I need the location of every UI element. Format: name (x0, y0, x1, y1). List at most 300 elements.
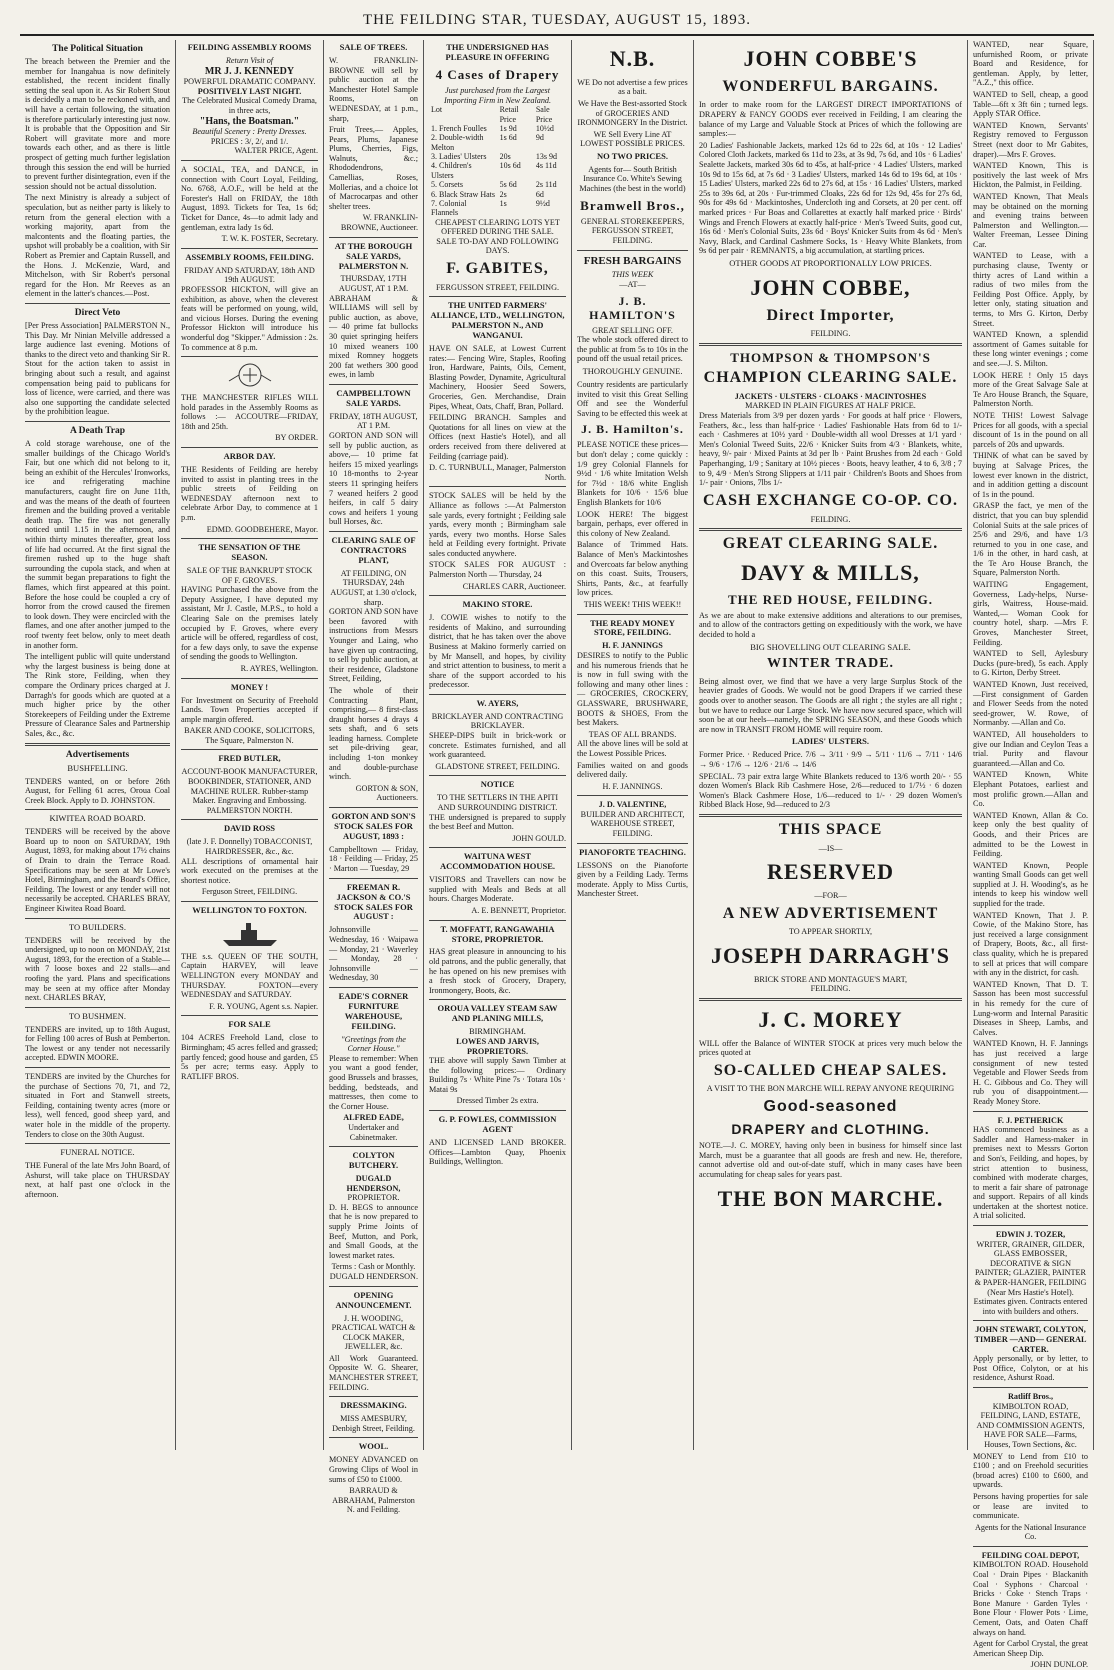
ad-valentine-trade: BUILDER AND ARCHITECT, WAREHOUSE STREET, FEILDING. (580, 809, 685, 839)
ad-hamilton-body: The whole stock offered direct to the public at from 5s to 10s in the pound off the usual retail prices. (577, 335, 688, 364)
ad-ross-body: ALL descriptions of ornamental hair work executed on the premises at the shortest notice. (181, 856, 318, 885)
ad-cobbe-other: OTHER GOODS AT PROPORTIONALLY LOW PRICES. (729, 257, 932, 268)
divider (429, 595, 566, 596)
lot-cell: 2s 11d (535, 180, 557, 190)
lot-cell: 13s 9d (535, 152, 557, 162)
ad-arbor-mayor: EDMD. GOODBEHERE, Mayor. (206, 524, 318, 534)
ad-coal-body: KIMBOLTON ROAD. Household Coal · Drain Pipes · Blackanith Coal · Syphons · Charcoal · Bricks · Coke · Stench Traps · Bone Manure · Garden Tyles · Bone Flour · Flower Pots · Lime, Cement, Oats, and Oaten Chaff always on hand. (973, 1560, 1088, 1637)
divider (429, 694, 566, 695)
ad-borough-title: AT THE BOROUGH SALE YARDS, PALMERSTON N. (334, 240, 413, 271)
ad-coal-name: FEILDING COAL DEPOT, (981, 1550, 1080, 1560)
ad-gabites-name: F. GABITES, (446, 259, 549, 277)
ad-wool-sign: BARRAUD & ABRAHAM, Palmerston N. and Feilding. (332, 1486, 415, 1515)
lot-cell: 6d (535, 189, 544, 199)
ad-foxton-body: THE s.s. QUEEN OF THE SOUTH, Captain HARVEY, will leave WELLINGTON every MONDAY and THURSDAY. FOXTON—every WEDNESDAY and SATURDAY. (181, 951, 318, 1000)
ad-hamilton-genuine: THOROUGHLY GENUINE. (582, 366, 683, 377)
ad-fowles-body: AND LICENSED LAND BROKER. Offices—Lambton Quay, Phoenix Buildings, Wellington. (429, 1137, 566, 1167)
headline-political: The Political Situation (52, 44, 143, 54)
divider (181, 538, 318, 539)
divider (699, 343, 962, 346)
lot-cell: 1. French Foulles (431, 123, 487, 133)
ad-eade-title: EADE'S CORNER FURNITURE WAREHOUSE, FEILDING. (338, 990, 409, 1031)
ad-stock-sign: CHARLES CARR, Auctioneer. (462, 581, 566, 591)
ad-jannings-teas: TEAS OF ALL BRANDS. (588, 729, 677, 739)
divider (429, 920, 566, 921)
ad-hamilton-country: Country residents are particularly invited to visit this Great Selling Off and see the Wonderful Saving to be effected this week at (577, 380, 688, 418)
ad-gabites-cases: 4 Cases of Drapery (435, 66, 560, 82)
ad-morey-cheap: SO-CALLED CHEAP SALES. (713, 1061, 948, 1079)
ad-dressmaking-body: MISS AMESBURY, Denbigh Street, Feilding. (332, 1414, 415, 1433)
ad-ayers-body: SHEEP-DIPS built in brick-work or concrete. Estimates furnished, and all work guaranteed. (429, 731, 566, 760)
ad-money-title: MONEY ! (230, 681, 269, 692)
ad-makino-body: J. COWIE wishes to notify to the residents of Makino, and surrounding district, that he has taken over the above Business at Makino formerly carried on by Mr Mansell, and hopes, by civility and strict attention to business, to merit a share of the support accorded to his predecessor. (429, 613, 566, 690)
ad-trees-title: SALE OF TREES. (339, 42, 408, 52)
divider (25, 1067, 170, 1068)
article-political-2: The next Ministry is already a subject of speculation, but as neither party is likely to return from the general election with a working majority, apart from the malcontents and the floating parties, the upshot will probably be a coalition, with Sir Robert as Premier and Captain Russell, and the Hons. J. McKenzie, Ward, and Mitchelson, with Sir Robert's personal regard for the Hon. Mr Reeves as an element in the latter's chances.—Post. (25, 193, 170, 299)
divider (181, 1015, 318, 1016)
wanted-ad: WANTED Known, a splendid assortment of Games suitable for these long winter evenings ; come and see.—J. S. Milton. (973, 330, 1088, 368)
ad-space-reserved: RESERVED (766, 859, 895, 885)
ad-alliance-body: HAVE ON SALE, at Lowest Current rates:— Fencing Wire, Staples, Roofing Iron, Hardware, Paints, Oils, Cement, Blasting Powder, Dynamite, Agricultural Machinery, Hoosier Seed Sowers, Groceries, Gen. Merchandise, Drain Pipes, Wheat, Oats, Chaff, Bran, Pollard. (429, 344, 566, 411)
ad-cash-exchange-place: FEILDING. (810, 514, 851, 524)
ad-notice-title: NOTICE (480, 779, 515, 790)
wanted-ad: WANTED Known, H. F. Jannings has just received a large consignment of new tested Vegetable and Flower Seeds from H. C. Gibbous and Co. They will rub you of disappointment.—Ready Money Store. (973, 1039, 1088, 1106)
wanted-ad: WANTED Known, Servants' Registry removed to Fergusson Street (next door to Mr Gabites, draper).—Mrs F. Groves. (973, 120, 1088, 159)
ad-heading-bushmen: TO BUSHMEN. (69, 1010, 126, 1021)
ad-colyton-body: D. H. BEGS to announce that he is now prepared to supply Prime Joints of Beef, Mutton, and Pork, and Small Goods, at the lowest market rates. (329, 1202, 418, 1260)
divider (429, 999, 566, 1000)
column-5 (572, 40, 694, 1450)
lot-row (429, 161, 566, 180)
ad-ayers-title: W. AYERS, (476, 697, 519, 708)
ad-jannings-body: DESIRES to notify to the Public and his numerous friends that he is now in full swing with the following and many other lines :— GROCERIES, CROCKERY, GLASSWARE, BRUSHWARE, BOOTS & SHOES, From the best Makers. (577, 650, 688, 728)
ad-morey-note: NOTE.—J. C. MOREY, having only been in business for himself since last March, must be a guarantee that all goods are fresh and new. He, therefore, cannot advertise old and out-of-date stuff, which in many cases have been accumulating for cheap sales for years past. (699, 1141, 962, 1179)
ad-gabites-saletoday: SALE TO-DAY AND FOLLOWING DAYS. (436, 236, 559, 256)
divider (329, 1146, 418, 1147)
ad-davy-shovelling: BIG SHOVELLING OUT CLEARING SALE. (750, 641, 911, 652)
ad-jannings-sign: H. F. JANNINGS. (602, 781, 663, 791)
divider (329, 384, 418, 385)
ad-stock-sales: STOCK SALES will be held by the Alliance as follows :—At Palmerston sale yards, every fortnight ; Feilding sale yards, every month ; Birmingham sale yards, every two months. Horse Sales held at Feilding every fortnight. Private sales conducted anywhere. (429, 491, 566, 558)
ad-oroua-body: THE above will supply Sawn Timber at the following prices:— Ordinary Building 7s · White Pine 7s · Totara 10s · Matai 9s (429, 1056, 566, 1094)
ad-readymoney-title: THE READY MONEY STORE, FEILDING. (590, 617, 675, 638)
ad-space-new: A NEW ADVERTISEMENT (722, 904, 939, 922)
ad-arbor-body: THE Residents of Feilding are hereby invited to assist in planting trees in the public streets of Feilding on WEDNESDAY afternoon next to celebrate Arbor Day, to commence at 1 p.m. (181, 465, 318, 522)
article-death-trap: A cold storage warehouse, one of the smaller buildings of the Chicago World's Fair, but one which did not belong to it, being an exhibit of the Hercules' Ironworks, ice and refrigerating machine manufacturers, caught fire on June 11th, and was the means of the death of fourteen firemen and the building proved a veritable death trap. The fire was not generally noticed until 1.15 in the afternoon, and within thirty minutes thereafter, great loss of life had occurred. At the first signal the firemen rushed up to the huge shaft surrounding the cupola stack, and when at the summit began preparations to fight the flames, which first appeared at this point. Before the hose could be coupled a cry of horror from the crowd caused the firemen to look down. They were encircled with the flames, and one after another jumped to the roof twenty feet below, only to meet death in another form. (25, 439, 170, 650)
ad-assembly-prices: PRICES : 3/, 2/, and 1/. (210, 136, 289, 146)
divider (329, 1437, 418, 1438)
ad-gabites-cheapest: CHEAPEST CLEARING LOTS YET OFFERED DURING THE SALE. (435, 217, 560, 237)
ad-notice-sub: TO THE SETTLERS IN THE APITI AND SURROUNDING DISTRICT. (436, 793, 559, 812)
lot-cell: 4. Children's Ulsters (431, 161, 472, 180)
divider (699, 528, 962, 531)
headline-direct-veto: Direct Veto (74, 307, 121, 318)
ad-ratliff-money: MONEY to Lend from £10 to £100 ; and on Freehold securities (broad acres) £100 to £600, and upwards. (973, 1451, 1088, 1490)
divider (25, 1007, 170, 1008)
divider (577, 614, 688, 615)
divider (577, 795, 688, 796)
wanted-ad: NOTE THIS! Lowest Salvage Prices for all goods, with a special discount of 1s in the pound on all parcels of 20s and upwards. (973, 410, 1088, 449)
divider (25, 743, 170, 746)
ad-alliance-manager: D. C. TURNBULL, Manager, Palmerston North. (429, 463, 566, 482)
divider (329, 237, 418, 238)
ad-petherick-name: F. J. PETHERICK (997, 1115, 1064, 1125)
ad-oroua-title: OROUA VALLEY STEAM SAW AND PLANING MILLS, (437, 1003, 558, 1024)
ad-hamilton-thisweek: THIS WEEK! THIS WEEK!! (583, 599, 682, 609)
ad-forsale-body: 104 ACRES Freehold Land, close to Birmingham; 45 acres felled and grassed; partly fenced; good house and garden, £5 5s per acre; terms easy. Apply to RATLIFF BROS. (181, 1033, 318, 1081)
wanted-ad: WANTED Known, White Elephant Potatoes, earliest and most prolific grown.—Allan and Co. (973, 770, 1088, 809)
ad-butler-title: FRED BUTLER, (218, 753, 281, 764)
ad-opening-title: OPENING ANNOUNCEMENT. (335, 1289, 412, 1310)
ad-colyton-title: COLYTON BUTCHERY. (348, 1150, 399, 1171)
ad-ratliff-body: KIMBOLTON ROAD, FEILDING, LAND, ESTATE, AND COMMISSION AGENTS, HAVE FOR SALE—Farms, Houses, Town Sections, &c. (976, 1401, 1085, 1449)
ad-gorton-dates: Campbelltown — Friday, 18 · Feilding — Friday, 25 · Marton — Tuesday, 29 (329, 844, 418, 874)
ad-hamilton-prices: PLEASE NOTICE these prices—but don't delay ; come quickly : 1/9 grey Colonial Flannels for 9½d · 1/6 white Imitation Welsh for 7½d · 18/6 white English Blankets for 10/6 · 15/6 blue English Blankets for 10/6 (577, 440, 688, 507)
lot-cell: 2s (499, 189, 507, 199)
ad-alliance-title: THE UNITED FARMERS' ALLIANCE, LTD., WELLINGTON, PALMERSTON N., AND WANGANUI. (430, 300, 565, 341)
ad-this-week: THIS WEEK (611, 270, 654, 280)
ad-space-for: —FOR— (814, 890, 847, 900)
ad-morey-offer: WILL offer the Balance of WINTER STOCK at prices very much below the prices quoted at (699, 1038, 962, 1058)
ad-foxton-title: WELLINGTON TO FOXTON. (192, 904, 307, 915)
ad-cobbe-name: JOHN COBBE'S (743, 46, 918, 71)
wanted-ad: WANTED to Lease, with a purchasing clause, Twenty or thirty acres of Land within a radius of two miles from the Feilding Post Office. Apply, by letter only, stating situation and terms, to Mrs G. Kirton, Derby Street. (973, 251, 1088, 328)
ad-morey-name: J. C. MOREY (758, 1006, 903, 1032)
wanted-ad: LOOK HERE ! Only 15 days more of the Great Salvage Sale at Te Aro House Branch, the Square, Palmerston North. (973, 370, 1088, 409)
ad-heading-funeral: FUNERAL NOTICE. (60, 1147, 135, 1158)
divider (429, 1110, 566, 1111)
lot-cell: 5s 6d (499, 180, 517, 190)
ad-waituna-sign: A. E. BENNETT, Proprietor. (471, 906, 566, 916)
ad-alliance-branch: FEILDING BRANCH. Samples and Quotations for all lines on view at the Offices (next Hastie's Hotel), and all orders received from there delivered at Feilding (carriage paid). (429, 413, 566, 461)
ad-nb-agents: Agents for— South British Insurance Co. White's Sewing Machines (the best in the world) (579, 164, 686, 194)
ad-thompson-list: Dress Materials from 3/9 per dozen yards · For goods at half price · Flowers, Feathers, &c., less than half-price · Ladies' Fashionable Hats from 6d to 1/- each · Cashmeres at 10½ yard · Double-width all wool Dresses at 1/1 yard · Men's Colonial Tweed Suits, 22/6 · Knicker Suits from 4/3 · Blankets, white, heavy, 9/- pair · Mixed Paints at 3d per lb · Paint Brushes from 2d each · Gold Paperhanging, 1/9 ; Sanitary at 10½ pieces · Boots, heavy leather, 4 to 6, 3/8 ; 7 to 9, 4/9 · Men's Strong Slippers at 1/11 pair · Children's Boots and Shoes from 1/- pair · Onions, 7lbs 1/- (699, 411, 962, 488)
divider (973, 1320, 1088, 1321)
ad-butler-body: ACCOUNT-BOOK MANUFACTURER, BOOKBINDER, STATIONER, AND MACHINE RULER. Rubber-stamp Maker. Engraving and Embossing. PALMERSTON NORTH. (181, 767, 318, 815)
ad-ross-address: Ferguson Street, FEILDING. (201, 887, 298, 897)
ad-davy-special: SPECIAL. 73 pair extra large White Blankets reduced to 13/6 worth 20/- · 55 dozen Women's Black Rib Cashmere Hose, 2/6—reduced to 1/7½ · 6 dozen Women's Black Cashmere Hose, 1/6—reduced to 1/- · 29 dozen Women's Ribbed Black Hose, 9d—reduced to 2/3 (699, 771, 962, 810)
ad-davy-intro: As we are about to make extensive additions and alterations to our premises, and to allow of the contractors getting on expeditiously with the work, we have decided to hold a (699, 610, 962, 639)
wanted-ad: WANTED Known, That D. T. Sasson has been most successful in his remedy for the cure of Lung-worm and Internal Parasitic Diseases in Sheep, Lambs, and Calves. (973, 979, 1088, 1037)
ad-morey-visit: A VISIT TO THE BON MARCHE WILL REPAY ANYONE REQUIRING (706, 1084, 955, 1094)
ad-colyton-role: PROPRIETOR. (347, 1193, 400, 1203)
ad-davy-mills: DAVY & MILLS, (741, 559, 920, 585)
ad-hamilton-name-2: J. B. Hamilton's. (581, 422, 684, 437)
lot-row (429, 133, 566, 152)
ad-contractors-list: The whole of their Contracting Plant, comprising,— 8 first-class draught horses 4 drays 4 sets shaft, and 6 sets leading harness. Complete set pile-driving gear, including 1-ton monkey and double-purchase winch. (329, 685, 418, 782)
ad-wool-title: WOOL. (358, 1441, 389, 1452)
wanted-ad: WANTED Known, People wanting Small Goods can get well supplied at J. H. Wooding's, as he intends to keep his window well supplied for the trade. (973, 860, 1088, 909)
divider (973, 1546, 1088, 1547)
wanted-ad: WANTED to Sell, cheap, a good Table—6ft x 3ft 6in ; turned legs. Apply STAR Office. (973, 89, 1088, 119)
ad-jannings-families: Families waited on and goods delivered daily. (577, 760, 688, 780)
ad-ayers-address: GLADSTONE STREET, FEILDING. (435, 761, 560, 771)
ad-hickton-title: ASSEMBLY ROOMS, FEILDING. (185, 251, 314, 262)
divider (577, 250, 688, 251)
headline-advertisements: Advertisements (65, 749, 130, 760)
lot-header-cell: Retail Price (499, 105, 519, 124)
divider (25, 918, 170, 919)
ad-hickton-body: PROFESSOR HICKTON, will give an exhibition, as above, when the cleverest feats will be performed on young, wild, and vicious Horses. During the evening Professor Hickton will introduce his wonderful dog "Skipper." Admission : 2s. To commence at 8 p.m. (181, 284, 318, 352)
ad-assembly-scenery: Beautiful Scenery : Pretty Dresses. (192, 127, 307, 137)
wanted-ad: WANTED Known, Just received, —First consignment of Garden and Flower Seeds from the noted seed-grower, W. Rowe, of Normanby. —Allan and Co. (973, 680, 1088, 728)
divider (25, 421, 170, 422)
ad-ross-sub: (late J. F. Donnelly) TOBACCONIST, HAIRDRESSER, &c., &c. (186, 837, 313, 856)
ad-campbelltown-body: GORTON AND SON will sell by public auction, as above,— 10 prime fat heifers 15 mixed yearlings 10 18-months to 2-year steers 11 springing heifers 7 weaned heifers 2 good heifers, in calf 5 dairy cows and heifers 1 young bull Horses, &c. (329, 431, 418, 527)
ad-morey-seasoned: Good-seasoned (763, 1098, 898, 1116)
lot-cell: 3. Ladies' Ulsters (431, 152, 487, 162)
lot-cell: 6. Black Straw Hats (431, 189, 495, 199)
ad-oroua-dressed: Dressed Timber 2s extra. (456, 1096, 539, 1106)
wanted-ad: WANTED, near Square, unfurnished Room, or private Board and Residence, for gentleman. Apply, by letter, "A.Z.," this office. (973, 40, 1088, 88)
ad-space-this: THIS SPACE (778, 820, 883, 838)
ad-bushfelling: TENDERS wanted, on or before 26th August, for Felling 61 acres, Oroua Coal Creek Block. Apply to D. JOHNSTON. (25, 776, 170, 805)
divider (329, 807, 418, 808)
ad-bankrupt-body: HAVING Purchased the above from the Deputy Assignee, I have deputed my assistant, Mr J. Castle, M.P.S., to hold a Clearing Sale on the premises lately occupied by F. Groves, where every article will be offered, regardless of cost, for a few days only, to save the expense of sending the goods to Wellington. (181, 585, 318, 662)
ad-trees-list: Fruit Trees,— Apples, Pears, Plums, Japanese Plums, Cherries, Figs, Walnuts, &c.; Rhododendrons, Camellias, Roses, Mollerias, and a choice lot of Macrocarpas and other shelter trees. (329, 125, 418, 211)
ad-gabites-head: THE UNDERSIGNED HAS PLEASURE IN OFFERING (445, 42, 550, 62)
wanted-ad: THINK of what can be saved by buying at Salvage Prices, the lowest ever known in the district, and in addition getting a discount of 1s in the pound. (973, 451, 1088, 499)
ad-eade-greeting: "Greetings from the Corner House." (341, 1034, 406, 1054)
lot-cell: 10½d (535, 123, 554, 133)
masthead: THE FEILDING STAR, TUESDAY, AUGUST 15, 1893. (20, 12, 1094, 36)
ad-bramwell-address: GENERAL STOREKEEPERS, FERGUSSON STREET, FEILDING. (580, 216, 685, 245)
ad-assembly-kennedy: MR J. J. KENNEDY (204, 65, 295, 77)
ad-coal-agent: Agent for Carbol Crystal, the great American Sheep Dip. (973, 1639, 1088, 1658)
ad-nb-4: NO TWO PRICES. (597, 150, 668, 161)
ad-hamilton-look: LOOK HERE! The biggest bargain, perhaps, ever offered in this colony of New Zealand. (577, 509, 688, 538)
ad-arbor-title: ARBOR DAY. (223, 451, 276, 462)
ad-hamilton-balance: Balance of Trimmed Hats. Balance of Men's Mackintoshes and Overcoats far below anything on this coast. Suits, Trousers, Shirts, Pants, &c., at fearfully low prices. (577, 540, 688, 598)
ad-stewart-name: JOHN STEWART, COLYTON, TIMBER —AND— GENERAL CARTER. (974, 1325, 1087, 1354)
ad-nb-2: We Have the Best-assorted Stock of GROCERIES AND IRONMONGERY In the District. (577, 98, 688, 128)
ad-jannings-lowest: All the above lines will be sold at the Lowest Possible Prices. (577, 739, 688, 758)
ad-tozer-body: WRITER, GRAINER, GILDER, GLASS EMBOSSER, DECORATIVE & SIGN PAINTER; GLAZIER, PAINTER & PAPER-HANGER, FEILDING (Near Mrs Hastie's Hotel). Estimates given. Contracts entered into with builders and others. (973, 1239, 1088, 1316)
ad-money-body: For Investment on Security of Freehold Lands. Town Properties accepted if ample margin offered. (181, 695, 318, 724)
wanted-ad: WANTED, All householders to give our Indian and Ceylon Teas a trial. Purity and flavour guaranteed.—Allan and Co. (973, 729, 1088, 768)
headline-death-trap: A Death Trap (69, 426, 126, 436)
ad-davy-body: Being almost over, we find that we have a very large Surplus Stock of the heavier grades of Goods. We would not be good Drapers if we carried these goods over to another season. The Goods are all right ; the styles are all right ; but we have to reduce our Large Stock. We have now secured space, which will soon be at our heels—namely, the SPRING SEASON, and these Goods which are now in TRANSIT FROM HOME will require room. (699, 676, 962, 734)
ad-dressmaking-title: DRESSMAKING. (340, 1400, 407, 1411)
ad-nb-3: WE Sell Every Line AT LOWEST POSSIBLE PRICES. (580, 129, 685, 149)
divider (181, 678, 318, 679)
ad-gabites-sub: Just purchased from the Largest Importing Firm in New Zealand. (443, 86, 552, 105)
lot-cell: 4s 11d (535, 161, 557, 171)
ad-sections-tender: TENDERS are invited by the Churches for the purchase of Sections 70, 71, and 72, situated in Fort and Stanwell streets, Feilding, containing twenty acres (more or less), well fenced, good sheep yard, and water hole in the middle of the property. Tenders to close on the 30th August. (25, 1072, 170, 1139)
column-7 (968, 40, 1094, 1670)
ad-cobbe-place: FEILDING. (810, 329, 851, 339)
ad-space-is: —IS— (818, 843, 843, 853)
column-4 (424, 40, 572, 1450)
ad-trees-body: W. FRANKLIN-BROWNE will sell by public auction at the Manchester Hotel Sample Rooms, on WEDNESDAY, at 1 p.m., sharp, (329, 55, 418, 123)
steamship-icon (215, 920, 285, 948)
ad-hamilton-name: J. B. HAMILTON'S (589, 293, 676, 322)
ad-assembly-lastnight: POSITIVELY LAST NIGHT. (197, 86, 302, 96)
divider (429, 775, 566, 776)
divider (329, 531, 418, 532)
ad-heading-bushfelling: BUSHFELLING. (67, 762, 128, 773)
ad-gabites-address: FERGUSSON STREET, FEILDING. (435, 282, 560, 292)
ad-waituna-title: WAITUNA WEST ACCOMMODATION HOUSE. (439, 851, 556, 872)
ad-davy-winter: WINTER TRADE. (766, 656, 895, 672)
ad-davy-prices: Former Price. · Reduced Price. 7/6 → 3/11 · 9/9 → 5/11 · 11/6 → 7/11 · 14/6 → 9/6 · 17/6 → 12/6 · 21/6 → 14/6 (699, 750, 962, 769)
ad-thompson-name: THOMPSON & THOMPSON'S (730, 349, 931, 365)
divider (181, 160, 318, 161)
ad-colyton-terms: Terms : Cash or Monthly. (331, 1262, 416, 1272)
ad-bankrupt-title: THE SENSATION OF THE SEASON. (198, 542, 301, 563)
ad-hamilton-selling: GREAT SELLING OFF. (592, 325, 673, 335)
lot-cell: 9½d (535, 198, 550, 208)
ad-thompson-items: JACKETS · ULSTERS · CLOAKS · MACINTOSHES (734, 391, 927, 401)
ad-cobbe-intro: In order to make room for the LARGEST DIRECT IMPORTATIONS of DRAPERY & FANCY GOODS ever received in Feilding, I am clearing the balance of my Large and Valuable Stock at Prices of which the following are samples:— (699, 100, 962, 139)
ad-petherick-body: HAS commenced business as a Saddler and Harness-maker in premises next to Messrs Gorton and Son's, Feilding, and hopes, by strict attention to business, combined with moderate charges, to merit a fair share of patronage and support. Repairs of all kinds undertaken at the shortest notice. A trial solicited. (973, 1125, 1088, 1221)
ad-valentine-name: J. D. VALENTINE, (598, 800, 667, 810)
ad-campbelltown-title: CAMPBELLTOWN SALE YARDS. (336, 387, 411, 408)
ad-jannings-name: H. F. JANNINGS (602, 641, 663, 651)
ad-foxton-agent: F. R. YOUNG, Agent s.s. Napier. (209, 1001, 318, 1011)
ad-rifles: THE MANCHESTER RIFLES WILL hold parades in the Assembly Rooms as follows :— ACCOUTRE—FRIDAY, 18th and 25th. (181, 393, 318, 431)
ad-cobbe-importer: Direct Importer, (766, 306, 895, 324)
ad-space-shortly: TO APPEAR SHORTLY, (788, 927, 873, 937)
ad-waituna-body: VISITORS and Travellers can now be supplied with Meals and Beds at all hours. Charges Moderate. (429, 875, 566, 904)
divider (699, 814, 962, 817)
ad-assembly-company: POWERFUL DRAMATIC COMPANY. (183, 77, 316, 87)
column-6 (694, 40, 968, 1450)
lot-row (429, 199, 566, 218)
ad-ratliff-agents: Agents for the National Insurance Co. (975, 1522, 1086, 1542)
ad-jackson-title: FREEMAN R. JACKSON & CO.'S STOCK SALES FOR AUGUST : (334, 881, 413, 922)
wanted-ad: WANTED Known, That Meals may be obtained on the morning and evening trains between Palmerston and Wellington.—Walter Freeman, Lessee Dining Car. (973, 191, 1088, 249)
ad-notice-body: THE undersigned is prepared to supply the best Beef and Mutton. (429, 812, 566, 832)
ad-fowles-title: G. P. FOWLES, COMMISSION AGENT (438, 1114, 557, 1135)
wanted-ad: GRASP the fact, ye men of the district, that you can buy splendid Colonial Suits at the sale prices of 25/6 and 29/6, and have 1/3 returned to you in one case, and 1/6 in the other, in hard cash, at the Te Aro House Branch, the Square, Palmerston North. (973, 501, 1088, 578)
divider (181, 819, 318, 820)
ad-contractors-body: GORTON AND SON have been favored with instructions from Messrs Younger and Laing, who have given up contracting, to sell by public auction, at their residence, Gladstone Street, Feilding, (329, 607, 418, 684)
ad-moffatt-title: T. MOFFATT, RANGAWAHIA STORE, PROPRIETOR. (440, 923, 555, 944)
ad-cobbe-name-2: JOHN COBBE, (750, 274, 911, 300)
ad-contractors-date: AT FEILDING, ON THURSDAY, 24th AUGUST, at 1.30 o'clock, sharp. (330, 568, 417, 607)
ad-eade-name: ALFRED EADE, (343, 1113, 404, 1123)
article-political-1: The breach between the Premier and the member for Inangahua is now definitely established, the recent incident finally setting the seal upon it. As Sir Robert Stout is decidedly a man to be reckoned with, and will have a certain following, the situation is therefore particularly interesting just now. It is probable that the Opposition and Sir Robert will gravitate more and more towards each other, and as there is little prospect of getting much further legislation through this session the end will be hurried to prevent further disintegration, even if the session should not be actual dissolution. (25, 57, 170, 191)
ad-bon-marche: THE BON MARCHE. (717, 1185, 944, 1211)
wanted-ad: WAITING Engagement, Governess, Lady-helps, Nurse-girls, Waitress, House-maid. Wanted,— Woman Cook for country hotel, sharp. —Mrs F. Groves, Manchester Street, Feilding. (973, 580, 1088, 647)
wanted-ad: WANTED to Sell, Aylesbury Ducks (pure-bred), 5s each. Apply to G. Kirton, Derby Street. (973, 649, 1088, 678)
lot-cell: 1s (499, 198, 507, 208)
divider (329, 1286, 418, 1287)
ad-assembly-agent: WALTER PRICE, Agent. (234, 146, 318, 156)
ad-darragh-place: FEILDING. (810, 984, 851, 994)
divider (699, 998, 962, 1001)
ad-contractors-sign: GORTON & SON, Auctioneers. (355, 783, 418, 803)
divider (181, 447, 318, 448)
ad-tozer-name: EDWIN J. TOZER, (995, 1230, 1066, 1240)
divider (973, 1387, 1088, 1388)
divider (181, 901, 318, 902)
ad-oroua-place: BIRMINGHAM. (469, 1027, 526, 1037)
ad-notice-sign: JOHN GOULD. (512, 833, 566, 843)
lot-row (429, 124, 566, 133)
lot-row (429, 152, 566, 161)
ad-colyton-sign: DUGALD HENDERSON. (329, 1272, 418, 1282)
lot-cell: 10s 6d (499, 161, 521, 171)
ad-eade-body: Please to remember: When you want a good fender, good Brussels and brasses, bedding, bedsteads, and mattresses, then come to the Corner House. (329, 1053, 418, 1111)
ad-stock-august: STOCK SALES FOR AUGUST : Palmerston North — Thursday, 24 (429, 560, 566, 580)
divider (181, 356, 318, 357)
ad-nb-mark: N.B. (609, 46, 656, 71)
divider (181, 248, 318, 249)
lot-table-header (429, 105, 566, 124)
ad-opening-body: All Work Guaranteed. Opposite W. G. Shearer, MANCHESTER STREET, FEILDING. (329, 1353, 419, 1392)
ad-heading-kiwitea: KIWITEA ROAD BOARD. (49, 813, 146, 824)
ad-fresh-bargains: FRESH BARGAINS (583, 254, 682, 267)
ad-ayers-trade: BRICKLAYER AND CONTRACTING BRICKLAYER. (431, 711, 564, 731)
column-1 (20, 40, 176, 1450)
divider (25, 303, 170, 304)
divider (181, 749, 318, 750)
ad-trees-sign: W. FRANKLIN-BROWNE, Auctioneer. (340, 213, 418, 233)
ad-great-clearing: GREAT CLEARING SALE. (722, 535, 939, 553)
article-darragh-note: The intelligent public will quite understand why the largest business is being done at The Rink store, Feilding, when they compare the Ordinary prices charged at J. Darragh's for goods which are quoted at a much higher price by the other Storekeepers of Feilding under the Extreme Pressure of Clearance Sales and Partnership Sales, &c., &c. (25, 652, 170, 738)
ad-borough-date: THURSDAY, 17TH AUGUST, AT 1 P.M. (338, 274, 409, 294)
ad-borough-body: ABRAHAM & WILLIAMS will sell by public auction, as above,— 40 prime fat bullocks 30 quiet springing heifers 10 mixed weaners 100 mixed Romney hoggets 200 fat wethers 300 good ewes, in lamb (329, 293, 418, 380)
ad-rifles-order: BY ORDER. (275, 433, 318, 443)
divider (429, 486, 566, 487)
ad-colyton-owner: DUGALD HENDERSON, (346, 1174, 401, 1193)
ad-davy-ulsters: LADIES' ULSTERS. (791, 736, 869, 747)
column-2 (176, 40, 324, 1450)
divider (429, 847, 566, 848)
ad-ratliff-persons: Persons having properties for sale or lease are invited to communicate. (973, 1491, 1088, 1521)
lot-table (429, 105, 566, 217)
ad-bankrupt-sign: R. AYRES, Wellington. (240, 663, 318, 673)
ad-assembly-hans: "Hans, the Boatsman." (199, 115, 300, 127)
ad-ross-title: DAVID ROSS (223, 823, 276, 834)
ad-campbelltown-date: FRIDAY, 18TH AUGUST, AT 1 P.M. (329, 411, 418, 431)
ad-makino-title: MAKINO STORE. (462, 599, 533, 610)
divider (329, 1396, 418, 1397)
ad-hickton-dates: FRIDAY AND SATURDAY, 18th AND 19th AUGUST. (184, 265, 315, 285)
divider (25, 1143, 170, 1144)
lot-cell: 5. Corsets (431, 180, 463, 190)
lot-row (429, 180, 566, 189)
ad-cobbe-wonderful: WONDERFUL BARGAINS. (722, 77, 939, 95)
article-direct-veto: [Per Press Association] PALMERSTON N., This Day. Mr Ninian Melville addressed a large audience last evening. Motions of thanks to the direct veto and thanking Sir R. Stout for the action taken to assist in bringing about such a result, and against compensation being paid to publicans for loss of licence, were carried, and there was also one supporting the candidate selected by the prohibition league. (25, 321, 170, 417)
lot-row (429, 190, 566, 199)
wanted-ad: WANTED Known, That J. P. Cowie, of the Makino Store, has just received a large consignment of Drapery, Boots, &c., all first-class quality, which he is prepared to sell at prices that will compare with any in the district, for cash. (973, 910, 1088, 978)
ad-eade-trade: Undertaker and Cabinetmaker. (348, 1123, 399, 1142)
ad-wool-body: MONEY ADVANCED on Growing Clips of Wool in sums of £50 to £1000. (329, 1455, 418, 1484)
column-3 (324, 40, 424, 1515)
wanted-ad: WANTED Known, Allan & Co. keep only the best quality of Goods, and their Prices are admitted to be the Lowest in Feilding. (973, 810, 1088, 859)
ad-bramwell-name: Bramwell Bros., (580, 197, 685, 213)
ad-thompson-sale: CHAMPION CLEARING SALE. (703, 369, 958, 387)
crest-icon (215, 361, 285, 389)
ad-heading-builders: TO BUILDERS. (69, 921, 126, 932)
lot-cell: 2. Double-width Melton (431, 133, 484, 152)
divider (25, 809, 170, 810)
ad-stewart-body: Apply personally, or by letter, to Post Office, Colyton, or at his residence, Ashurst Road. (973, 1354, 1088, 1383)
ad-oroua-owners: LOWES AND JARVIS, PROPRIETORS. (456, 1036, 539, 1056)
ad-ratliff-name: Ratliff Bros., (1007, 1391, 1054, 1401)
lot-cell: 1s 9d (499, 123, 517, 133)
ad-cobbe-list: 20 Ladies' Fashionable Jackets, marked 12s 6d to 22s 6d, at 10s · 12 Ladies' Colored Cloth Jackets, marked 6s 11d to 23s, at 3s 9d, 7s 6d, and 10s · 6 Ladies' Sealette Jackets, marked 30s 6d to 45s, at half-price · 4 Ladies' Ulsters, marked 10s 9d to 15s 6d, at 7s 6d · 3 Ladies' Ulsters, marked 14s 6d to 19s 6d, at 10s · 15 Ladies' Ulsters, marked 22s 6d to 27s 6d, at 15s · 16 Ladies' Ulsters, marked 25s to 39s 6d, at 20s · Fur-trimmed Cloaks, 22s 6d for 12s 9d, 45s for 27s 6d, 90s for 49s 6d · Mackintoshes, Undercloth ing and Corsets, at 20 per cent. off marked prices · Fur Boas and Collarettes at exactly half marked price · Birds' Wings and French Flowers at exactly half-price · Men's Tweed Suits, good cut, 16s 6d · Men's Colonial Suits, 23s 6d · Boys' Knicker Suits from 4s 6d · Men's Navy, Black, and Cardinal Cashmere Socks, 1s · Heavy White Blankets, from 9s 6d per pair · REMNANTS, a big accumulation, at startling prices. (699, 140, 962, 256)
ad-piano-title: PIANOFORTE TEACHING. (579, 846, 686, 857)
ad-thompson-marked: MARKED IN PLAIN FIGURES AT HALF PRICE. (745, 401, 916, 411)
ad-jackson-dates: Johnsonville — Wednesday, 16 · Waipawa — Monday, 21 · Waverley — Monday, 28 · Johnsonville — Wednesday, 30 (329, 925, 418, 983)
ad-cash-exchange: CASH EXCHANGE CO-OP. CO. (703, 491, 958, 509)
ad-builders: TENDERS will be received by the undersigned, up to noon on MONDAY, 21st August, 1893, for the erection of a Stable—with 7 loose boxes and 22 stalls—and roofing the yard. Plans and specifications may be seen at my office after Monday next. CHARLES BRAY, (25, 935, 170, 1003)
ad-assembly-title: FEILDING ASSEMBLY ROOMS (187, 42, 312, 52)
